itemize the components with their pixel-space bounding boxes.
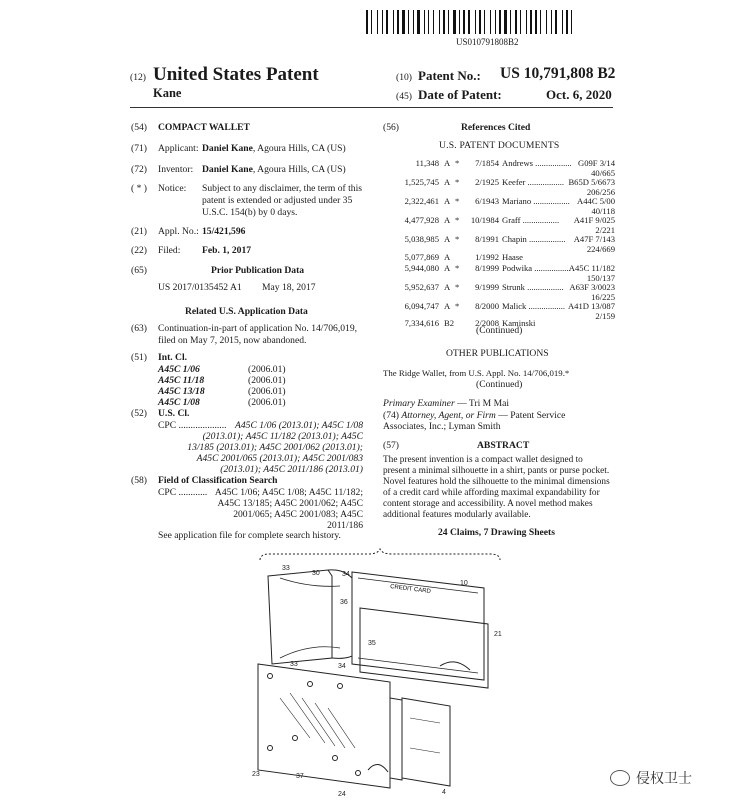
reference-num: 1,525,745	[404, 177, 439, 187]
barcode-bar	[402, 10, 405, 34]
ref-label: 4	[442, 789, 446, 796]
reference-kind: A	[444, 252, 451, 262]
inventor	[202, 164, 346, 176]
notice-line: U.S.C. 154(b) by 0 days.	[202, 207, 298, 218]
reference-num: 5,944,080	[404, 263, 439, 273]
reference-num: 5,077,869	[404, 252, 439, 262]
barcode-bar	[397, 10, 399, 34]
reference-cls: A45C 11/182	[568, 263, 615, 273]
reference-kind: A	[444, 263, 451, 273]
barcode-bar	[508, 10, 509, 34]
watermark-text: 侵权卫士	[636, 771, 692, 787]
barcode-bar	[548, 10, 550, 34]
barcode-bar	[497, 10, 498, 34]
field-search-line: 2011/186	[327, 520, 363, 531]
barcode-bar	[540, 10, 541, 34]
reference-kind: A	[444, 177, 451, 187]
barcode-bar	[459, 10, 460, 34]
barcode-bar	[484, 10, 485, 34]
us-cl-label: U.S. Cl.	[158, 408, 190, 419]
barcode-bar	[526, 10, 527, 34]
abstract-line: content storage and accessibility. A novel method makes	[383, 499, 593, 509]
reference-name: Kaminski	[502, 318, 536, 328]
reference-star: *	[455, 215, 460, 225]
prior-pub-date: May 18, 2017	[262, 282, 316, 293]
barcode-bar	[415, 10, 416, 34]
barcode-bar	[510, 10, 511, 34]
claims-count: 24 Claims, 7 Drawing Sheets	[438, 527, 555, 538]
credit-card-label: CREDIT CARD	[389, 584, 432, 595]
reference-cls: A41D 13/087	[567, 301, 615, 311]
barcode-bar	[562, 10, 563, 34]
filed-date: Feb. 1, 2017	[202, 245, 252, 256]
int-cl-class: A45C 11/18	[158, 375, 205, 386]
reference-kind: B2	[444, 318, 455, 328]
reference-name: Chapin .................	[502, 234, 566, 244]
reference-name: Haase	[502, 252, 523, 262]
reference-cls2: 2/159	[595, 311, 615, 321]
barcode-bar	[475, 10, 476, 34]
barcode-bar	[393, 10, 394, 34]
reference-star: *	[455, 234, 460, 244]
reference-star: *	[455, 196, 460, 206]
barcode-bar	[486, 10, 489, 34]
reference-cls2: 150/137	[586, 273, 615, 283]
int-cl-version: (2006.01)	[248, 364, 286, 375]
barcode-bar	[522, 10, 525, 34]
reference-date: 6/1943	[475, 196, 499, 206]
barcode-bar	[453, 10, 456, 34]
reference-num: 4,477,928	[404, 215, 439, 225]
ref-label: 21	[494, 631, 502, 638]
int-cl-version: (2006.01)	[248, 397, 286, 408]
cpc-line: 13/185 (2013.01); A45C 2001/062 (2013.01);	[187, 442, 363, 453]
barcode-bar	[446, 10, 447, 34]
barcode-bar	[366, 10, 368, 34]
barcode-bar	[430, 10, 432, 34]
reference-name: Malick .................	[502, 301, 566, 311]
other-pubs-heading: OTHER PUBLICATIONS	[446, 348, 549, 359]
barcode-bar	[441, 10, 442, 34]
cpc-line: (2013.01); A45C 11/182 (2013.01); A45C	[202, 431, 363, 442]
barcode-bar	[369, 10, 370, 34]
barcode-bar	[413, 10, 414, 34]
attorney-name: — Patent Service	[495, 410, 566, 421]
reference-name: Mariano .................	[502, 196, 570, 206]
notice-label: Notice:	[158, 183, 187, 194]
barcode-bar	[410, 10, 412, 34]
barcode-bar	[406, 10, 407, 34]
code-58: (58)	[131, 475, 147, 486]
barcode-bar	[428, 10, 429, 34]
other-publication: The Ridge Wallet, from U.S. Appl. No. 14/706,019.*	[383, 368, 570, 378]
watermark	[610, 768, 692, 788]
reference-kind: A	[444, 282, 451, 292]
reference-cls2: 2/221	[595, 225, 615, 235]
abstract-line: additional features modularly available.	[383, 510, 531, 520]
patent-number: US 10,791,808 B2	[500, 65, 616, 82]
reference-num: 2,322,461	[404, 196, 439, 206]
barcode-bar	[558, 10, 561, 34]
barcode-bar	[515, 10, 517, 34]
cpc-line: A45C 2001/065 (2013.01); A45C 2001/083	[196, 453, 363, 464]
reference-cls2: 40/118	[591, 206, 615, 216]
examiner-name: — Tri M Mai	[454, 398, 510, 409]
int-cl-label: Int. Cl.	[158, 352, 188, 363]
barcode-bar	[417, 10, 420, 34]
barcode-bar	[482, 10, 483, 34]
barcode-bar	[495, 10, 496, 34]
int-cl-class: A45C 1/06	[158, 364, 200, 375]
barcode-bar	[408, 10, 409, 34]
applicant-name: Daniel Kane	[202, 143, 253, 154]
field-search-line: A45C 1/06; A45C 1/08; A45C 11/182;	[214, 487, 363, 498]
barcode-bar	[546, 10, 547, 34]
barcode-bar	[435, 10, 438, 34]
reference-cls2: 40/665	[591, 168, 615, 178]
barcode-bar	[530, 10, 532, 34]
barcode-bar	[477, 10, 478, 34]
reference-num: 11,348	[415, 158, 439, 168]
field-search-line: 2001/065; A45C 2001/083; A45C	[233, 509, 363, 520]
barcode-bar	[566, 10, 568, 34]
reference-name: Strunk .................	[502, 282, 564, 292]
barcode-bar	[492, 10, 494, 34]
field-search-label: Field of Classification Search	[158, 475, 278, 486]
reference-cls2: 224/669	[586, 244, 615, 254]
barcode-bar	[450, 10, 452, 34]
notice-line: patent is extended or adjusted under 35	[202, 195, 353, 206]
ref-label: 34	[342, 571, 350, 578]
reference-cls: A63F 3/0023	[569, 282, 615, 292]
continued-note: (Continued)	[476, 325, 523, 336]
barcode-bar	[471, 10, 474, 34]
barcode-bar	[573, 10, 575, 34]
reference-kind: A	[444, 196, 451, 206]
barcode-bar	[373, 10, 376, 34]
code-21: (21)	[131, 226, 147, 237]
filed-label: Filed:	[158, 245, 181, 256]
title: COMPACT WALLET	[158, 122, 250, 133]
barcode-bar	[533, 10, 534, 34]
inventor-short: Kane	[153, 86, 182, 100]
notice-line: Subject to any disclaimer, the term of this	[202, 183, 363, 194]
reference-cls: G09F 3/14	[577, 158, 615, 168]
reference-cls2: 206/256	[586, 187, 615, 197]
barcode-bar	[520, 10, 521, 34]
attorney-line2: Associates, Inc.; Lyman Smith	[383, 421, 501, 432]
reference-cls: A44C 5/00	[577, 196, 615, 206]
reference-date: 1/1992	[475, 252, 499, 262]
appl-no: 15/421,596	[202, 226, 246, 237]
reference-num: 5,038,985	[404, 234, 439, 244]
barcode-bar	[389, 10, 392, 34]
reference-kind: A	[444, 215, 451, 225]
barcode-bar	[504, 10, 507, 34]
reference-kind: A	[444, 234, 451, 244]
barcode-bar	[386, 10, 388, 34]
code-56: (56)	[383, 122, 399, 133]
barcode-bar	[528, 10, 529, 34]
ref-label: 23	[252, 771, 260, 778]
attorney-label: Attorney, Agent, or Firm	[401, 410, 496, 421]
examiner-label: Primary Examiner	[383, 398, 455, 409]
ref-label: 35	[368, 640, 376, 647]
barcode-bar	[490, 10, 491, 34]
cpc-line: (2013.01); A45C 2011/186 (2013.01)	[220, 464, 363, 475]
reference-kind: A	[444, 301, 451, 311]
reference-name: Podwika .................	[502, 263, 571, 273]
code-45: (45)	[396, 91, 412, 102]
reference-date: 8/2000	[475, 301, 499, 311]
barcode-bar	[551, 10, 552, 34]
code-71: (71)	[131, 143, 147, 154]
prior-pub-heading: Prior Publication Data	[211, 265, 305, 276]
barcode-bar	[535, 10, 537, 34]
date-label: Date of Patent:	[418, 87, 502, 102]
abstract-line: Novel features hold the silhouette to the minimal dimensions	[383, 477, 610, 487]
field-search-line: A45C 13/185; A45C 2001/062; A45C	[217, 498, 363, 509]
reference-date: 10/1984	[470, 215, 499, 225]
reference-name: Keefer .................	[502, 177, 565, 187]
wechat-icon	[610, 770, 630, 786]
inventor-name: Daniel Kane	[202, 164, 253, 175]
reference-date: 7/1854	[475, 158, 499, 168]
ref-label: 34	[338, 663, 346, 670]
abstract-line: The present invention is a compact wallet designed to	[383, 455, 583, 465]
reference-name: Andrews .................	[502, 158, 572, 168]
barcode-bar	[463, 10, 465, 34]
barcode-bar	[439, 10, 440, 34]
code-72: (72)	[131, 164, 147, 175]
ref-label: 24	[338, 791, 346, 798]
prior-pub-number: US 2017/0135452 A1	[158, 282, 242, 293]
appl-no-label: Appl. No.:	[158, 226, 199, 237]
abstract-line: present a minimal silhouette in a shirt, pants or purse pocket.	[383, 466, 610, 476]
search-history-note: See application file for complete search history.	[158, 530, 341, 541]
abstract-heading: ABSTRACT	[477, 440, 530, 451]
ref-label: 37	[296, 773, 304, 780]
reference-cls: B65D 5/6673	[568, 177, 615, 187]
barcode-bar	[448, 10, 449, 34]
barcode-bar	[426, 10, 427, 34]
barcode-bar	[377, 10, 378, 34]
patent-drawing	[240, 548, 530, 798]
code-65: (65)	[131, 265, 147, 276]
barcode-bar	[502, 10, 503, 34]
header-rule	[130, 107, 613, 108]
reference-date: 8/1991	[475, 234, 499, 244]
barcode-bar	[395, 10, 396, 34]
reference-date: 2/1925	[475, 177, 499, 187]
barcode-bar	[542, 10, 545, 34]
reference-date: 8/1999	[475, 263, 499, 273]
code-22: (22)	[131, 245, 147, 256]
applicant-place: , Agoura Hills, CA (US)	[252, 143, 346, 154]
barcode	[366, 10, 612, 34]
continuation-line: Continuation-in-part of application No. 14/706,019,	[158, 323, 358, 334]
cpc-label: CPC ....................	[158, 420, 227, 431]
reference-name: Graff .................	[502, 215, 560, 225]
ref-label: 10	[460, 580, 468, 587]
barcode-bar	[564, 10, 565, 34]
reference-cls2: 16/225	[591, 292, 615, 302]
reference-num: 5,952,637	[404, 282, 439, 292]
reference-kind: A	[444, 158, 451, 168]
inventor-label: Inventor:	[158, 164, 194, 175]
barcode-bar	[518, 10, 519, 34]
barcode-bar	[479, 10, 481, 34]
reference-star: *	[455, 263, 460, 273]
code-52: (52)	[131, 408, 147, 419]
ref-label: 33	[290, 661, 298, 668]
code-54: (54)	[131, 122, 147, 133]
examiner	[383, 398, 509, 410]
code-10: (10)	[396, 72, 412, 83]
ref-label: 30	[312, 570, 320, 577]
reference-num: 6,094,747	[404, 301, 439, 311]
barcode-bar	[421, 10, 423, 34]
reference-cls: A41F 9/025	[573, 215, 615, 225]
references-heading: References Cited	[461, 122, 531, 133]
abstract-line: of a credit card while affording maximal expandability for	[383, 488, 600, 498]
code-12: (12)	[130, 72, 146, 83]
reference-cls: A47F 7/143	[573, 234, 615, 244]
continued-note: (Continued)	[476, 379, 523, 390]
reference-star: *	[455, 177, 460, 187]
barcode-bar	[384, 10, 385, 34]
code-51: (51)	[131, 352, 147, 363]
barcode-bar	[569, 10, 570, 34]
code-63: (63)	[131, 323, 147, 334]
reference-star: *	[455, 282, 460, 292]
barcode-bar	[457, 10, 458, 34]
int-cl-class: A45C 13/18	[158, 386, 205, 397]
continuation-line: filed on May 7, 2015, now abandoned.	[158, 335, 307, 346]
barcode-bar	[468, 10, 470, 34]
int-cl-class: A45C 1/08	[158, 397, 200, 408]
patent-date: Oct. 6, 2020	[546, 87, 612, 102]
barcode-bar	[382, 10, 383, 34]
code-57: (57)	[383, 440, 399, 451]
related-heading: Related U.S. Application Data	[185, 306, 308, 317]
inventor-place: , Agoura Hills, CA (US)	[252, 164, 346, 175]
barcode-bar	[499, 10, 501, 34]
barcode-bar	[555, 10, 557, 34]
int-cl-version: (2006.01)	[248, 386, 286, 397]
applicant	[202, 143, 346, 155]
barcode-bar	[371, 10, 372, 34]
field-cpc-label: CPC ............	[158, 487, 208, 498]
applicant-label: Applicant:	[158, 143, 199, 154]
reference-date: 9/1999	[475, 282, 499, 292]
ref-label: 33	[282, 565, 290, 572]
barcode-bar	[466, 10, 467, 34]
barcode-bar	[571, 10, 572, 34]
reference-date: 2/2008	[475, 318, 499, 328]
barcode-bar	[512, 10, 514, 34]
barcode-bar	[461, 10, 462, 34]
int-cl-version: (2006.01)	[248, 375, 286, 386]
reference-num: 7,334,616	[404, 318, 439, 328]
barcode-number: US010791808B2	[456, 37, 519, 47]
code-74: (74)	[383, 410, 399, 421]
reference-star: *	[455, 301, 460, 311]
ref-label: 36	[340, 599, 348, 606]
document-type: United States Patent	[153, 64, 319, 85]
notice-code: ( * )	[131, 183, 147, 194]
barcode-bar	[433, 10, 434, 34]
patent-no-label: Patent No.:	[418, 68, 481, 83]
us-docs-heading: U.S. PATENT DOCUMENTS	[439, 140, 560, 151]
barcode-bar	[443, 10, 445, 34]
barcode-bar	[379, 10, 381, 34]
barcode-bar	[400, 10, 401, 34]
barcode-bar	[424, 10, 425, 34]
barcode-bar	[553, 10, 554, 34]
barcode-bar	[538, 10, 539, 34]
reference-star: *	[455, 158, 460, 168]
cpc-line: A45C 1/06 (2013.01); A45C 1/08	[234, 420, 363, 431]
